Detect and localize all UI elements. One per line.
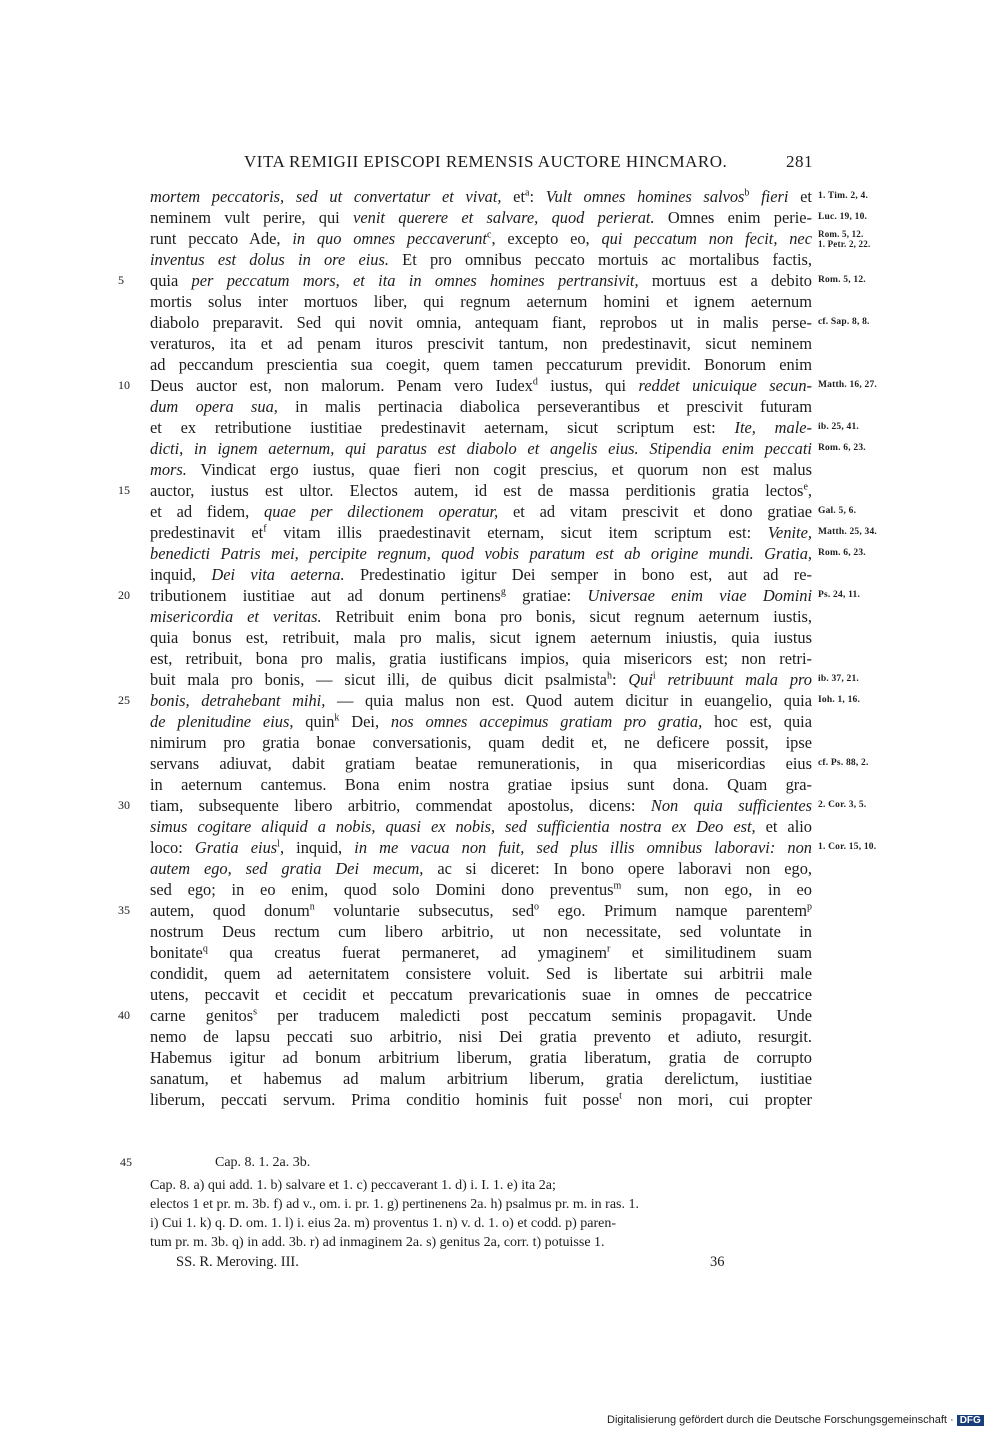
text-line: mortem peccatoris, sed ut convertatur et vivat, $et^a$: Vult omnes homines salvos$^b$ fieri et [150, 187, 812, 206]
margin-reference: Rom. 5, 12. [818, 275, 866, 285]
text-line: sed ego; in eo enim, quod solo Domini dono preventus$^m$ sum, non ego, in eo [150, 880, 812, 899]
text-line: condidit, quem ad aeternitatem consistere voluit. Sed is libertate sui arbitrii male [150, 964, 812, 983]
text-line: mortis solus inter mortuos liber, qui regnum aeternum homini et ignem aeternum [150, 292, 812, 311]
margin-reference: Matth. 25, 34. [818, 527, 878, 537]
margin-reference: ib. 25, 41. [818, 422, 859, 432]
line-number: 15 [118, 483, 130, 497]
margin-reference: cf. Ps. 88, 2. [818, 758, 869, 768]
text-line: nemo de lapsu peccati suo arbitrio, nisi Dei gratia prevento et adiuto, resurgit. [150, 1027, 812, 1046]
text-line: servans adiuvat, dabit gratiam beatae remunerationis, in qua misericordias eius [150, 754, 812, 773]
margin-reference: 1. Cor. 15, 10. [818, 842, 877, 852]
text-line: dicti, in ignem aeternum, qui paratus est diabolo et angelis eius. Stipendia enim peccati [150, 439, 812, 458]
margin-reference: Gal. 5, 6. [818, 506, 857, 516]
margin-reference: 1. Tim. 2, 4. [818, 191, 869, 201]
text-line: benedicti Patris mei, percipite regnum, quod vobis paratum est ab origine mundi. Gratia, [150, 544, 812, 563]
text-line: quia bonus est, retribuit, mala pro malis, sicut ignem aeternum iniustis, quia iustus [150, 628, 812, 647]
margin-reference: 1. Petr. 2, 22. [818, 239, 871, 249]
text-line: dum opera sua, in malis pertinacia diabolica perseverantibus et prescivit futuram [150, 397, 813, 416]
margin-reference: 2. Cor. 3, 5. [818, 800, 867, 810]
text-line: in aeternum cantemus. Bona enim nostra gratiae ipsius sunt dona. Quam gra- [150, 775, 812, 794]
line-number: 40 [118, 1008, 130, 1022]
line-number: 30 [118, 798, 130, 812]
text-line: quia per peccatum mors, et ita in omnes homines pertransivit, mortuus est a debito [150, 271, 813, 290]
text-line: et ad fidem, quae per dilectionem operatur, et ad vitam prescivit et dono gratiae [150, 502, 812, 521]
margin-reference: Rom. 5, 12. [818, 229, 864, 239]
text-line: ad peccandum prescientia sua coegit, quem tamen peccaturum previdit. Bonorum enim [150, 355, 812, 374]
text-line: carne genitos$^s$ per traducem maledicti post peccatum seminis propagavit. Unde [150, 1006, 812, 1025]
text-line: sanatum, et habemus ad malum arbitrium liberum, gratia derelictum, iustitiae [150, 1069, 812, 1088]
digitization-footer [607, 1414, 984, 1426]
line-number: 5 [118, 273, 124, 287]
text-line: auctor, iustus est ultor. Electos autem, id est de massa perditionis gratia lectos$^e$, [150, 481, 812, 500]
margin-reference: Ps. 24, 11. [818, 590, 861, 600]
margin-reference: ib. 37, 21. [818, 674, 859, 684]
text-line: bonitate$^q$ qua creatus fuerat permaneret, ad ymaginem$^r$ et similitudinem suam [150, 943, 812, 962]
text-line: simus cogitare aliquid a nobis, quasi ex nobis, sed sufficientia nostra ex Deo est, et alio [150, 817, 813, 836]
margin-reference: Matth. 16, 27. [818, 380, 878, 390]
line-number: 45 [120, 1155, 132, 1169]
line-number: 20 [118, 588, 130, 602]
margin-reference: Ioh. 1, 16. [818, 695, 861, 705]
margin-reference: cf. Sap. 8, 8. [818, 317, 870, 327]
apparatus-line: i) Cui 1. k) q. D. om. 1. l) i. eius 2a. m) proventus 1. n) v. d. 1. o) et codd. p) paren- [150, 1216, 617, 1231]
margin-reference: Rom. 6, 23. [818, 548, 866, 558]
footer-text: Digitalisierung gefördert durch die Deutsche Forschungsgemeinschaft · [607, 1414, 954, 1426]
series-signature: SS. R. Meroving. III. [176, 1254, 299, 1270]
running-title: VITA REMIGII EPISCOPI REMENSIS AUCTORE HINCMARO. [244, 152, 728, 171]
text-line: utens, peccavit et cecidit et peccatum prevaricationis suae in omnes de peccatrice [150, 985, 812, 1004]
text-line: et ex retributione iustitiae predestinavit aeternam, sicut scriptum est: Ite, male- [150, 418, 812, 437]
apparatus-line: electos 1 et pr. m. 3b. f) ad v., om. i. pr. 1. g) pertinenens 2a. h) psalmus pr. m. in ras. 1. [150, 1197, 640, 1212]
text-line: nostrum Deus rectum cum libero arbitrio, ut non necessitate, sed voluntate in [150, 922, 812, 941]
text-line: autem ego, sed gratia Dei mecum, ac si diceret: In bono opere laboravi non ego, [150, 859, 812, 878]
text-line: neminem vult perire, qui venit querere et salvare, quod perierat. Omnes enim perie- [150, 208, 813, 227]
text-line: bonis, detrahebant mihi, — quia malus non est. Quod autem dicitur in euangelio, quia [150, 691, 813, 710]
text-line: runt peccato Ade, in quo omnes peccaverunt$^c$, excepto eo, qui peccatum non fecit, nec [150, 229, 812, 248]
apparatus-line: Cap. 8. a) qui add. 1. b) salvare et 1. c) peccaverant 1. d) i. I. 1. e) ita 2a; [150, 1178, 556, 1193]
text-line: loco: Gratia eius$^l$, inquid, in me vacua non fuit, sed plus illis omnibus laboravi: non [150, 838, 812, 857]
sheet-number: 36 [710, 1254, 725, 1270]
text-line: nimirum pro gratia bonae conversationis, quam dedit et, ne deficere possit, ipse [150, 733, 812, 752]
text-line: veraturos, ita et ad penam ituros prescivit tantum, non predestinavit, sicut neminem [150, 334, 812, 353]
text-line: autem, quod donum$^n$ voluntarie subsecutus, sed$^o$ ego. Primum namque parentem$^p$ [150, 901, 812, 920]
dfg-logo: DFG [957, 1415, 984, 1426]
text-line: Deus auctor est, non malorum. Penam vero Iudex$^d$ iustus, qui reddet unicuique secun- [150, 376, 813, 395]
text-line: mors. Vindicat ergo iustus, quae fieri non cogit prescius, et quorum non est malus [150, 460, 812, 479]
text-line: Habemus igitur ad bonum arbitrium liberum, gratia liberatum, gratia de corrupto [150, 1048, 812, 1067]
line-number: 10 [118, 378, 130, 392]
margin-reference: Rom. 6, 23. [818, 443, 866, 453]
text-line: misericordia et veritas. Retribuit enim bona pro bonis, sicut regnum aeternum iustis, [150, 607, 812, 626]
page-number: 281 [786, 152, 813, 171]
text-line: tributionem iustitiae aut ad donum pertinens$^g$ gratiae: Universae enim viae Domini [150, 586, 812, 605]
text-line: diabolo preparavit. Sed qui novit omnia, antequam fiant, reprobos ut in malis perse- [150, 313, 812, 332]
text-line: predestinavit $et^f$ vitam illis praedestinavit eternam, sicut item scriptum est: Venite, [150, 523, 812, 542]
apparatus-line: tum pr. m. 3b. q) in add. 3b. r) ad inmaginem 2a. s) genitus 2a, corr. t) potuisse 1. [150, 1235, 605, 1250]
text-line: inventus est dolus in ore eius. Et pro omnibus peccato mortuis ac mortalibus factis, [150, 250, 812, 269]
text-line: tiam, subsequente libero arbitrio, commendat apostolus, dicens: Non quia sufficientes [150, 796, 812, 815]
text-line: buit mala pro bonis, — sicut illi, de quibus dicit psalmista$^h$: Qui$^i$ retribuunt mala pro [150, 670, 812, 689]
text-line: est, retribuit, bona pro malis, gratia iustificans impios, quia misericors est; non retri- [150, 649, 812, 668]
line-number: 25 [118, 693, 130, 707]
line-number: 35 [118, 903, 130, 917]
text-line: inquid, Dei vita aeterna. Predestinatio igitur Dei semper in bono est, aut ad re- [150, 565, 812, 584]
text-line: de plenitudine eius, quin$^k$ Dei, nos omnes accepimus gratiam pro gratia, hoc est, quia [150, 712, 812, 731]
text-line: liberum, peccati servum. Prima conditio hominis fuit posse$^t$ non mori, cui propter [150, 1090, 812, 1109]
apparatus-sources: Cap. 8. 1. 2a. 3b. [215, 1155, 311, 1170]
margin-reference: Luc. 19, 10. [818, 212, 868, 222]
